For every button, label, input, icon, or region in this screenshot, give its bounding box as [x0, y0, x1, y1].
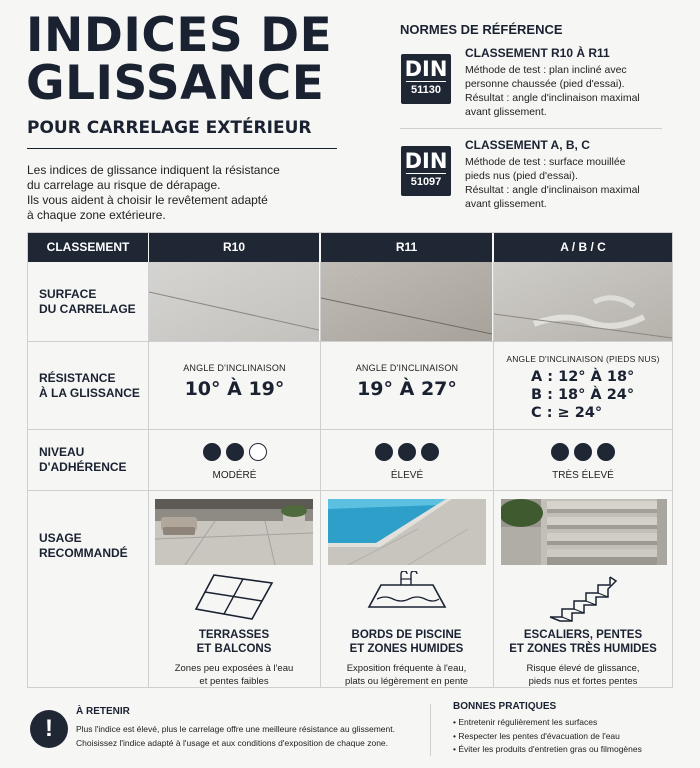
header-abc: A / B / C	[494, 233, 672, 262]
row-label-surface	[28, 262, 149, 342]
stairs-icon	[548, 571, 618, 623]
empty-dot-icon	[249, 443, 267, 461]
norm-heading: CLASSEMENT A, B, C	[465, 138, 590, 152]
filled-dot-icon	[551, 443, 569, 461]
usage-description: plats ou légèrement en pente	[344, 676, 469, 687]
slip-rating-table	[27, 232, 673, 688]
usage-description: et pentes faibles	[199, 676, 269, 687]
norm-line: Résultat : angle d'inclinaison maximal	[465, 184, 640, 196]
norm-description	[465, 138, 665, 211]
list-item: • Entretenir régulièrement les surfaces	[453, 717, 598, 727]
adherence-level: ÉLEVÉ	[390, 470, 424, 481]
filled-dot-icon	[203, 443, 221, 461]
angle-value-b: B : 18° À 24°	[531, 387, 635, 403]
usage-heading: ET BALCONS	[196, 643, 272, 655]
terrace-tiles-icon	[194, 573, 274, 621]
adherence-level: MODÉRÉ	[212, 470, 257, 481]
norm-line: Méthode de test : surface mouillée	[465, 156, 626, 168]
list-item: • Éviter les produits d'entretien gras ou filmogènes	[453, 744, 642, 754]
norm-line: Résultat : angle d'inclinaison maximal	[465, 92, 640, 104]
adherence-dots	[149, 443, 320, 461]
intro-line: Ils vous aident à choisir le revêtement adapté	[27, 193, 268, 207]
title-line-1: INDICES DE	[26, 8, 333, 63]
norm-line: avant glissement.	[465, 198, 547, 210]
intro-line: Les indices de glissance indiquent la résistance	[27, 163, 280, 177]
bonnes-pratiques-list	[453, 716, 642, 757]
resistance-abc	[494, 342, 672, 430]
usage-heading: ET ZONES HUMIDES	[349, 643, 464, 655]
row-label-usage	[28, 491, 149, 687]
norm-line: avant glissement.	[465, 106, 547, 118]
intro-text	[27, 163, 327, 223]
filled-dot-icon	[398, 443, 416, 461]
usage-heading: ESCALIERS, PENTES	[523, 629, 643, 641]
surface-r11	[321, 262, 494, 342]
usage-heading: ET ZONES TRÈS HUMIDES	[509, 643, 657, 655]
norm-description	[465, 46, 665, 119]
angle-value: 10° À 19°	[184, 378, 285, 400]
header-r11: R11	[321, 233, 492, 262]
resistance-r11	[321, 342, 494, 430]
norms-divider	[400, 128, 662, 129]
norms-title: NORMES DE RÉFÉRENCE	[400, 22, 563, 37]
norm-heading: CLASSEMENT R10 À R11	[465, 46, 610, 60]
adherence-r10	[149, 430, 321, 491]
angle-caption: ANGLE D'INCLINAISON	[183, 363, 286, 373]
row-label-line: SURFACE	[39, 286, 97, 301]
list-item: • Respecter les pentes d'évacuation de l'eau	[453, 730, 620, 741]
page-subtitle: POUR CARRELAGE EXTÉRIEUR	[27, 118, 312, 138]
filled-dot-icon	[597, 443, 615, 461]
usage-description: pieds nus et fortes pentes	[528, 676, 638, 687]
page-title	[26, 8, 333, 111]
surface-r10	[149, 262, 321, 342]
tile-texture-abc-image	[494, 262, 672, 341]
row-label-line: À LA GLISSANCE	[39, 385, 140, 400]
pool-icon	[367, 571, 447, 619]
angle-caption: ANGLE D'INCLINAISON	[355, 363, 459, 373]
intro-line: à chaque zone extérieure.	[27, 208, 166, 222]
pool-photo	[328, 499, 486, 565]
din-badge	[401, 146, 451, 196]
resistance-r10	[149, 342, 321, 430]
adherence-dots	[321, 443, 493, 461]
usage-heading: TERRASSES	[198, 629, 270, 641]
tile-texture-r11-image	[321, 262, 492, 341]
adherence-dots	[494, 443, 672, 461]
angle-value-c: C : ≥ 24°	[531, 405, 603, 421]
subtitle-divider	[27, 148, 337, 149]
filled-dot-icon	[375, 443, 393, 461]
row-label-line: RECOMMANDÉ	[39, 546, 128, 560]
header-r10: R10	[149, 233, 319, 262]
filled-dot-icon	[574, 443, 592, 461]
header-classement: CLASSEMENT	[28, 233, 148, 262]
din-badge-number: 51130	[406, 81, 446, 96]
angle-value: 19° À 27°	[357, 378, 457, 400]
filled-dot-icon	[226, 443, 244, 461]
din-badge-label: DIN	[404, 57, 448, 81]
intro-line: du carrelage au risque de dérapage.	[27, 178, 221, 192]
din-badge	[401, 54, 451, 104]
usage-text	[149, 628, 319, 688]
abc-values	[494, 368, 672, 422]
angle-caption: ANGLE D'INCLINAISON (PIEDS NUS)	[506, 354, 660, 364]
stairs-photo	[501, 499, 667, 565]
norm-line: personne chaussée (pied d'essai).	[465, 78, 625, 90]
usage-abc	[494, 491, 672, 687]
bonnes-pratiques-title: BONNES PRATIQUES	[453, 701, 557, 712]
retenir-text	[76, 722, 395, 750]
usage-r10	[149, 491, 321, 687]
usage-text	[321, 628, 492, 688]
din-badge-number: 51097	[406, 173, 446, 188]
footer-divider	[430, 704, 431, 756]
din-badge-label: DIN	[404, 149, 448, 173]
row-label-line: DU CARRELAGE	[39, 301, 136, 316]
terrace-photo	[155, 499, 313, 565]
usage-description: Zones peu exposées à l'eau	[174, 663, 294, 674]
row-label-line: RÉSISTANCE	[39, 370, 116, 385]
row-label-line: NIVEAU	[39, 445, 85, 459]
norm-line: pieds nus (pied d'essai).	[465, 170, 578, 182]
adherence-r11	[321, 430, 494, 491]
retenir-title: À RETENIR	[76, 706, 130, 717]
norm-line: Méthode de test : plan incliné avec	[465, 64, 627, 76]
retenir-line: Plus l'indice est élevé, plus le carrelage offre une meilleure résistance au glissement.	[76, 724, 395, 734]
usage-description: Risque élevé de glissance,	[526, 663, 640, 674]
usage-description: Exposition fréquente à l'eau,	[346, 663, 467, 674]
adherence-abc	[494, 430, 672, 491]
usage-r11	[321, 491, 494, 687]
row-label-line: USAGE	[39, 531, 82, 545]
adherence-level: TRÈS ÉLEVÉ	[552, 470, 614, 481]
filled-dot-icon	[421, 443, 439, 461]
usage-heading: BORDS DE PISCINE	[351, 629, 462, 641]
retenir-line: Choisissez l'indice adapté à l'usage et aux conditions d'exposition de chaque zone.	[76, 738, 389, 748]
title-line-2: GLISSANCE	[26, 56, 325, 111]
usage-text	[494, 628, 672, 688]
tile-texture-r10-image	[149, 262, 319, 341]
row-label-adherence	[28, 430, 149, 491]
exclamation-icon: !	[30, 710, 68, 748]
angle-value-a: A : 12° À 18°	[531, 369, 635, 385]
row-label-resistance	[28, 342, 149, 430]
row-label-line: D'ADHÉRENCE	[39, 460, 127, 474]
surface-abc	[494, 262, 672, 342]
